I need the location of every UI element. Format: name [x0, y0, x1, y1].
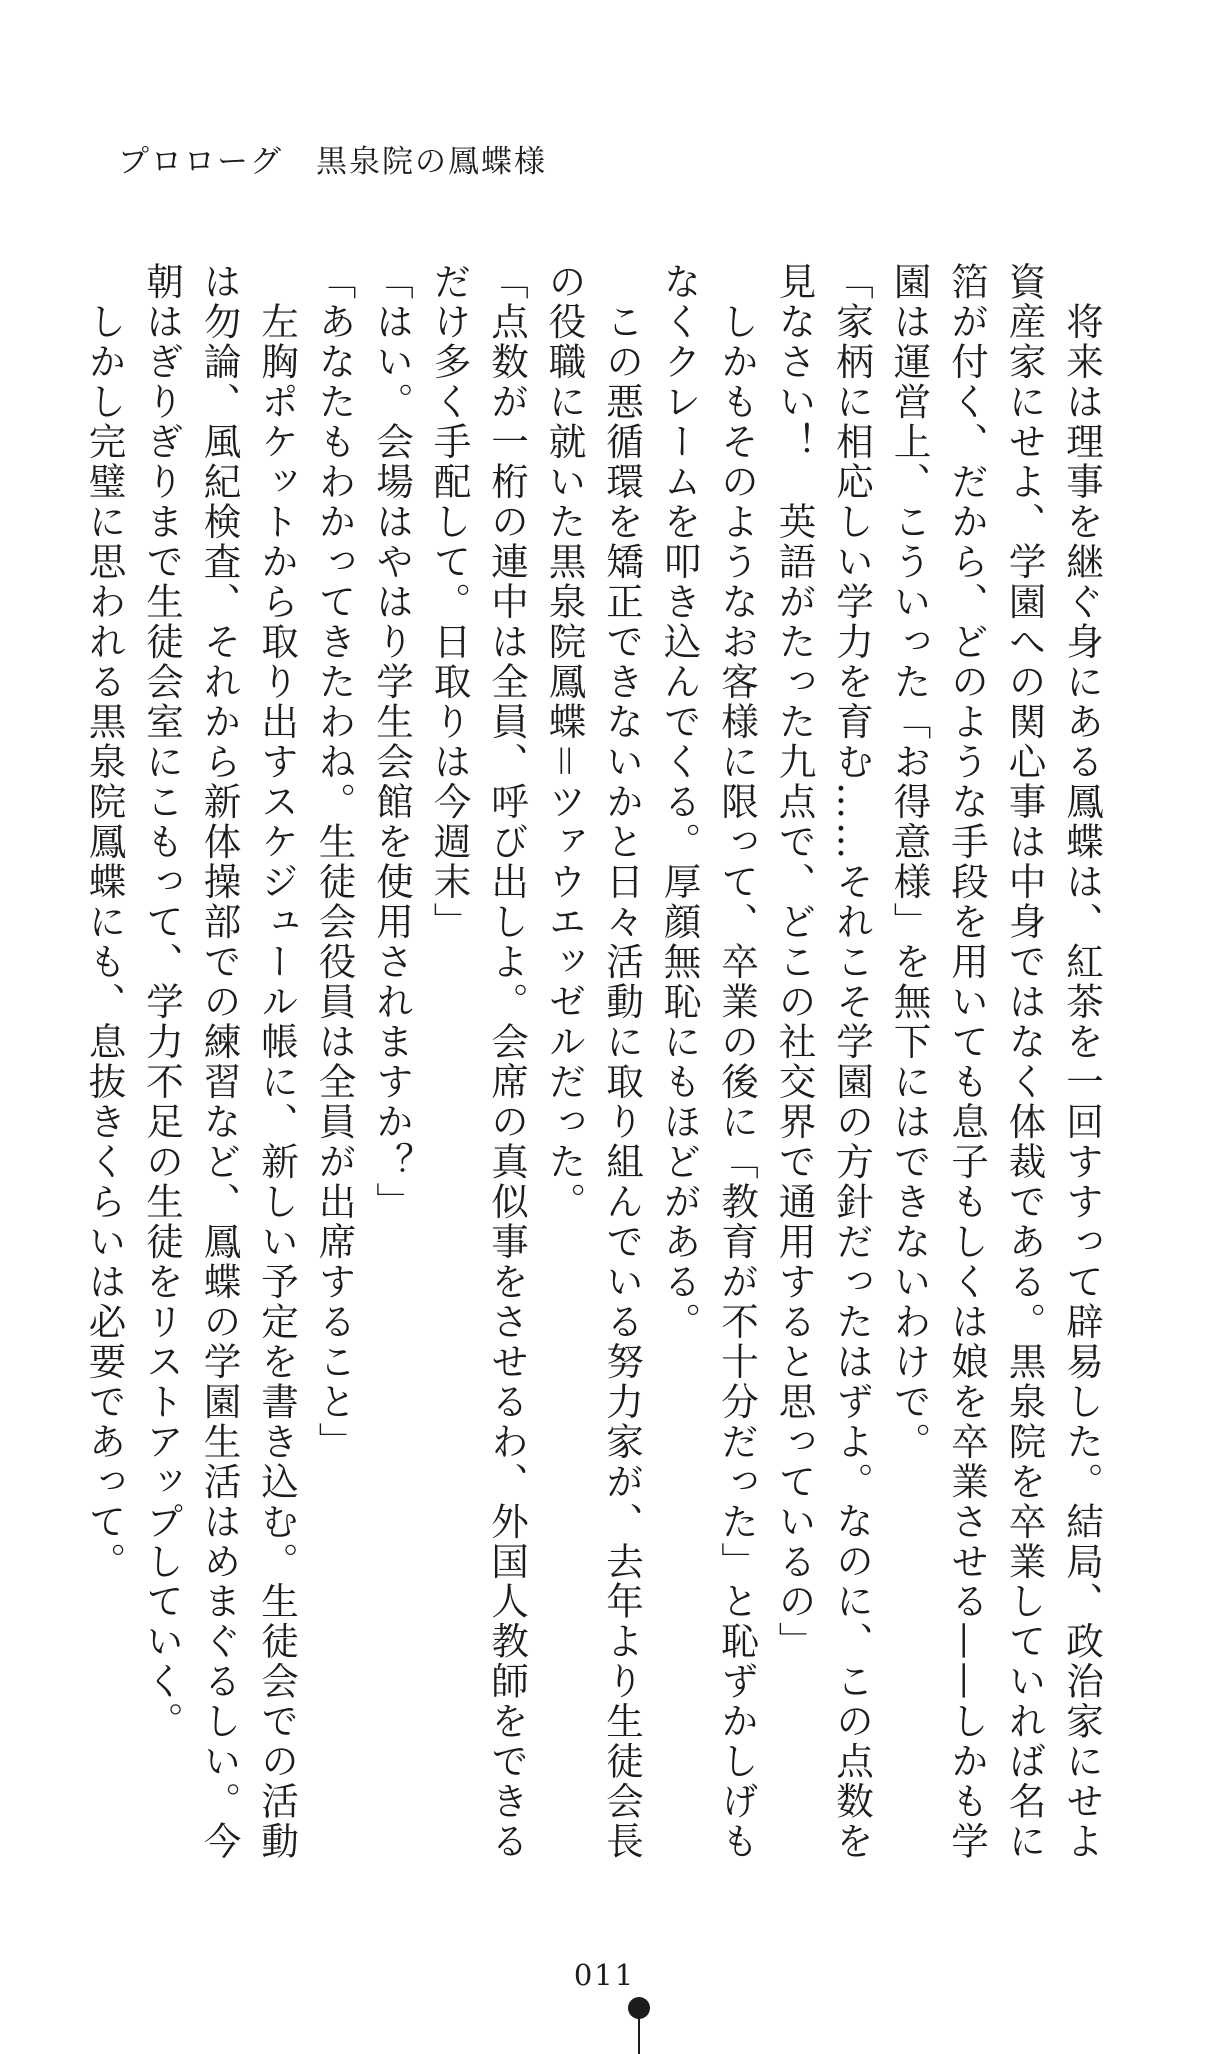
- text-line: しかし完璧に思われる黒泉院鳳蝶にも、息抜きくらいは必要であって。: [82, 262, 127, 1582]
- running-header: プロローグ 黒泉院の鳳蝶様: [118, 144, 547, 180]
- text-line: 左胸ポケットから取り出すスケジュール帳に、新しい予定を書き込む。生徒会での活動: [255, 262, 299, 1862]
- text-line: 園は運営上、こういった「お得意様」を無下にはできないわけで。: [887, 262, 932, 1462]
- text-line: 朝はぎりぎりまで生徒会室にこもって、学力不足の生徒をリストアップしていく。: [140, 262, 184, 1742]
- text-line: は勿論、風紀検査、それから新体操部での練習など、鳳蝶の学園生活はめまぐるしい。今: [197, 262, 242, 1862]
- page-number: 011: [573, 1958, 636, 1992]
- text-line: 「点数が一桁の連中は全員、呼び出しよ。会席の真似事をさせるわ、外国人教師をできる: [485, 262, 529, 1862]
- text-line: 「はい。会場はやはり学生会館を使用されますか？」: [370, 262, 414, 1222]
- text-line: しかもそのようなお客様に限って、卒業の後に「教育が不十分だった」と恥ずかしげも: [715, 262, 759, 1862]
- text-line: なくクレームを叩き込んでくる。厚顔無恥にもほどがある。: [657, 262, 702, 1342]
- text-line: この悪循環を矯正できないかと日々活動に取り組んでいる努力家が、去年より生徒会長: [600, 262, 644, 1862]
- text-line: 「あなたもわかってきたわね。生徒会役員は全員が出席すること」: [312, 262, 357, 1462]
- text-line: 箔が付く、だから、どのような手段を用いても息子もしくは娘を卒業させる——しかも学: [945, 262, 989, 1862]
- text-line: 「家柄に相応しい学力を育む……それこそ学園の方針だったはずよ。なのに、この点数を: [830, 262, 874, 1862]
- marker-line: [638, 2017, 640, 2054]
- page-marker-icon: [628, 1997, 650, 2054]
- text-line: 将来は理事を継ぐ身にある鳳蝶は、紅茶を一回すすって辟易した。結局、政治家にせよ: [1060, 262, 1104, 1862]
- text-line: の役職に就いた黒泉院鳳蝶＝ツァウエッゼルだった。: [542, 262, 587, 1222]
- body-text: [82, 262, 1110, 1862]
- marker-dot: [628, 1997, 650, 2019]
- text-line: 資産家にせよ、学園への関心事は中身ではなく体裁である。黒泉院を卒業していれば名に: [1002, 262, 1047, 1862]
- text-line: だけ多く手配して。日取りは今週末」: [427, 262, 472, 942]
- text-line: 見なさい！ 英語がたった九点で、どこの社交界で通用すると思っているの」: [772, 262, 817, 1662]
